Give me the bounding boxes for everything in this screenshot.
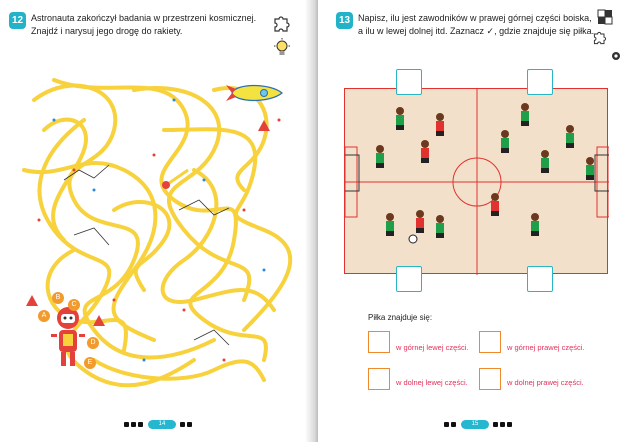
gear-icon <box>610 50 622 62</box>
task-text-line2: Znajdź i narysuj jego drogę do rakiety. <box>31 26 183 36</box>
option-label-top-right: w górnej prawej części. <box>507 343 585 352</box>
left-footer <box>120 420 200 430</box>
footer-dot <box>451 422 456 427</box>
crossword-icon <box>596 8 616 28</box>
maze-label-b: B <box>52 292 64 304</box>
option-checkbox-bottom-right[interactable] <box>479 368 501 390</box>
footer-dot <box>187 422 192 427</box>
task-number-badge: 12 <box>9 12 26 29</box>
option-label-bottom-right: w dolnej prawej części. <box>507 378 584 387</box>
option-label-bottom-left: w dolnej lewej części. <box>396 378 468 387</box>
footer-dot <box>131 422 136 427</box>
ball-question: Piłka znajduje się: <box>368 313 433 322</box>
option-label-top-left: w górnej lewej części. <box>396 343 469 352</box>
task-number-badge: 13 <box>336 12 353 29</box>
option-checkbox-top-right[interactable] <box>479 331 501 353</box>
maze-label-d: D <box>87 337 99 349</box>
footer-dot <box>507 422 512 427</box>
maze-label-c: C <box>68 299 80 311</box>
right-footer <box>440 420 520 430</box>
maze-label-e: E <box>84 357 96 369</box>
option-checkbox-bottom-left[interactable] <box>368 368 390 390</box>
answer-box-bottom-left[interactable] <box>396 266 422 292</box>
football-field <box>344 88 608 274</box>
answer-box-top-right[interactable] <box>527 69 553 95</box>
comet-icon <box>160 166 192 190</box>
ball-icon <box>409 235 417 243</box>
page-number: 15 <box>461 420 489 429</box>
puzzle-icon <box>272 14 292 34</box>
footer-dot <box>444 422 449 427</box>
left-page <box>0 0 314 442</box>
footer-dot <box>138 422 143 427</box>
players <box>345 89 609 275</box>
answer-box-bottom-right[interactable] <box>527 266 553 292</box>
footer-dot <box>493 422 498 427</box>
rocket-icon <box>226 80 288 106</box>
footer-dot <box>500 422 505 427</box>
maze-label-a: A <box>38 310 50 322</box>
footer-dot <box>180 422 185 427</box>
answer-box-top-left[interactable] <box>396 69 422 95</box>
task-text-line2: a ilu w lewej dolnej itd. Zaznacz ✓, gdzie znajduje się piłka. <box>358 26 595 36</box>
task-text-line1: Astronauta zakończył badania w przestrzeni kosmicznej. <box>31 13 257 23</box>
option-checkbox-top-left[interactable] <box>368 331 390 353</box>
footer-dot <box>124 422 129 427</box>
lightbulb-icon <box>273 38 291 58</box>
task-text-line1: Napisz, ilu jest zawodników w prawej górnej części boiska, <box>358 13 592 23</box>
page-number: 14 <box>148 420 176 429</box>
puzzle-icon <box>592 30 608 46</box>
